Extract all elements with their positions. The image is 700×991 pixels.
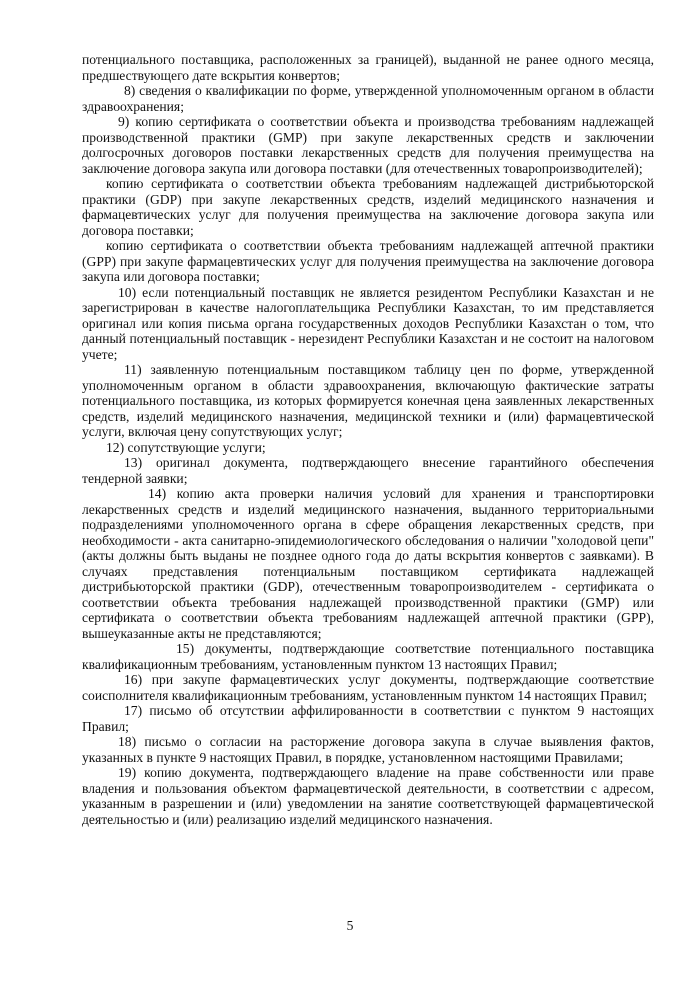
paragraph-gdp-certificate: копию сертификата о соответствии объекта требованиям надлежащей дистрибьюторской практики (GDP) при закупе лекарственных средств, изделий медицинского назначения и фармацевтических услуг для получения преимущества на заключение договора закупа или договора поставки; [82, 176, 654, 238]
paragraph-item-8: 8) сведения о квалификации по форме, утвержденной уполномоченным органом в области здравоохранения; [82, 83, 654, 114]
paragraph-item-16: 16) при закупе фармацевтических услуг документы, подтверждающие соответствие соисполнителя квалификационным требованиям, установленным пунктом 14 настоящих Правил; [82, 672, 654, 703]
paragraph-gpp-certificate: копию сертификата о соответствии объекта требованиям надлежащей аптечной практики (GPP) при закупе фармацевтических услуг для получения преимущества на заключение договора закупа или договора поставки; [82, 238, 654, 284]
paragraph-item-13: 13) оригинал документа, подтверждающего внесение гарантийного обеспечения тендерной заявки; [82, 455, 654, 486]
paragraph-item-10: 10) если потенциальный поставщик не является резидентом Республики Казахстан и не зарегистрирован в качестве налогоплательщика Республики Казахстан, то им представляется оригинал или копия письма органа государственных доходов Республики Казахстан о том, что данный потенциальный поставщик - нерезидент Республики Казахстан и не состоит на налоговом учете; [82, 284, 654, 362]
paragraph-item-15: 15) документы, подтверждающие соответствие потенциального поставщика квалификационным требованиям, установленным пунктом 13 настоящих Правил; [82, 641, 654, 672]
paragraph-item-18: 18) письмо о согласии на расторжение договора закупа в случае выявления фактов, указанных в пункте 9 настоящих Правил, в порядке, установленном настоящими Правилами; [82, 734, 654, 765]
paragraph-item-14: 14) копию акта проверки наличия условий для хранения и транспортировки лекарственных средств и изделий медицинского назначения, выданного территориальными подразделениями уполномоченного органа в сфере обращения лекарственных средств, при необходимости - акта санитарно-эпидемиологического обследования о наличии "холодовой цепи" (акты должны быть выданы не позднее одного года до даты вскрытия конвертов с заявками). В случаях представления потенциальным поставщиком сертификата надлежащей дистрибьюторской практики (GDP), отечественным товаропроизводителем - сертификата о соответствии объекта требования надлежащей производственной практики (GMP) или сертификата о соответствии объекта требованиям надлежащей аптечной практики (GPP), вышеуказанные акты не представляются; [82, 486, 654, 641]
paragraph-continuation: потенциального поставщика, расположенных за границей), выданной не ранее одного месяца, предшествующего дате вскрытия конвертов; [82, 52, 654, 83]
paragraph-item-19: 19) копию документа, подтверждающего владение на праве собственности или праве владения и пользования объектом фармацевтической деятельности, в соответствии с адресом, указанным в разрешении и (или) уведомлении на занятие соответствующей фармацевтической деятельностью и (или) реализацию изделий медицинского назначения. [82, 765, 654, 827]
document-body [82, 52, 654, 827]
paragraph-item-17: 17) письмо об отсутствии аффилированности в соответствии с пунктом 9 настоящих Правил; [82, 703, 654, 734]
paragraph-item-9: 9) копию сертификата о соответствии объекта и производства требованиям надлежащей производственной практики (GMP) при закупе лекарственных средств и заключении долгосрочных договоров поставки лекарственных средств для получения преимущества на заключение договора закупа или договора поставки (для отечественных товаропроизводителей); [82, 114, 654, 176]
paragraph-item-11: 11) заявленную потенциальным поставщиком таблицу цен по форме, утвержденной уполномоченным органом в области здравоохранения, включающую фактические затраты потенциального поставщика, из которых формируется конечная цена заявленных лекарственных средств, изделий медицинского назначения, медицинской техники и (или) фармацевтической услуги, включая цену сопутствующих услуг; [82, 362, 654, 439]
page-number: 5 [346, 918, 354, 933]
paragraph-item-12: 12) сопутствующие услуги; [106, 439, 266, 455]
